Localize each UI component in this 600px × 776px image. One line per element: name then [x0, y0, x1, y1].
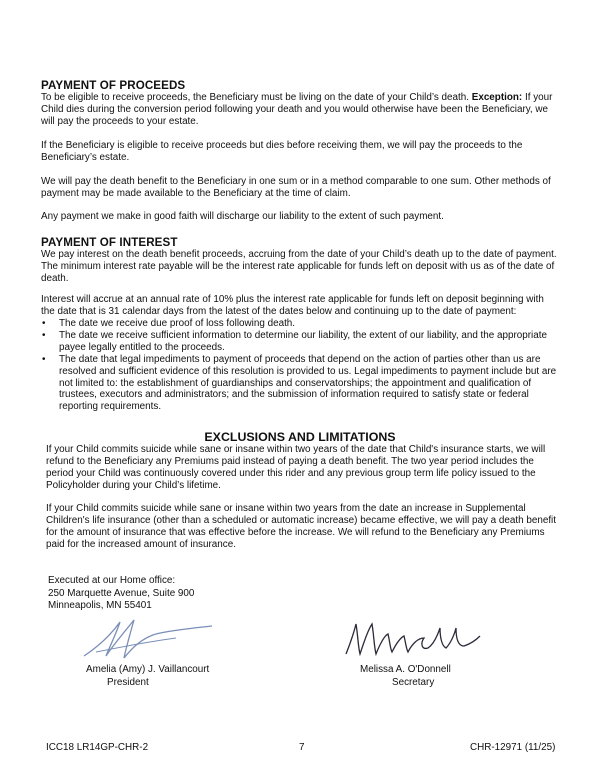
- interest-date-list: [41, 318, 561, 413]
- bullet-icon: •: [42, 318, 46, 329]
- page-number: 7: [299, 742, 305, 753]
- bullet-icon: •: [42, 353, 46, 365]
- interest-paragraph-2: Interest will accrue at an annual rate of 10% plus the interest rate applicable for funds left on deposit beginning with the date that is 31 calendar days from the latest of the dates below and continuing up to the date of payment:: [41, 294, 544, 317]
- list-item: [41, 354, 561, 414]
- list-item: [41, 330, 561, 354]
- interest-paragraph-1: We pay interest on the death benefit proceeds, accruing from the date of your Child’s death up to the date of payment. The minimum interest rate payable will be the interest rate applicable for funds left on deposit with us as of the date of death.: [41, 249, 557, 284]
- president-title: President: [107, 677, 149, 688]
- home-office-label: Executed at our Home office:: [48, 575, 176, 586]
- proceeds-heading: PAYMENT OF PROCEEDS: [41, 79, 186, 92]
- secretary-name: Melissa A. O'Donnell: [360, 664, 451, 675]
- secretary-title: Secretary: [392, 677, 435, 688]
- exclusions-paragraph-1: If your Child commits suicide while sane or insane within two years of the date that Child's insurance starts, we will refund to the Beneficiary any Premiums paid instead of paying a death benefit. The two year period includes the period your Child was continuously covered under this rider and any previous group term life policy issued to the Policyholder during your Child’s lifetime.: [46, 444, 546, 491]
- footer-form-number: ICC18 LR14GP-CHR-2: [46, 742, 149, 753]
- list-item-text: The date we receive due proof of loss following death.: [59, 318, 296, 329]
- list-item: [41, 318, 561, 330]
- proceeds-paragraph-1: [41, 92, 561, 128]
- proceeds-paragraph-2: If the Beneficiary is eligible to receive proceeds but dies before receiving them, we will pay the proceeds to the Beneficiary’s estate.: [41, 140, 523, 163]
- home-office-block: [48, 575, 194, 613]
- list-item-text: The date that legal impediments to payment of proceeds that depend on the action of parties other than us are resolved and sufficient evidence of this resolution is provided to us. Legal impediments to payment include but are not limited to: the establishment of guardianships and conservatorships; the appointment and qualification of trustees, executors and administrators; and the submission of information required to satisfy state or federal reporting requirements.: [59, 353, 557, 413]
- exception-label: Exception:: [471, 92, 523, 103]
- proceeds-p1-rest: If your Child dies during the conversion period following your death and you would otherwise have been the Beneficiary, we will pay the proceeds to your estate.: [41, 92, 553, 127]
- exclusions-heading: EXCLUSIONS AND LIMITATIONS: [204, 430, 396, 444]
- proceeds-p1-text: To be eligible to receive proceeds, the Beneficiary must be living on the date of your Child’s death.: [41, 92, 469, 103]
- president-signature: [76, 608, 216, 664]
- office-street: 250 Marquette Avenue, Suite 900: [48, 587, 195, 599]
- office-city: Minneapolis, MN 55401: [48, 600, 152, 611]
- president-name: Amelia (Amy) J. Vaillancourt: [86, 664, 210, 675]
- proceeds-paragraph-4: Any payment we make in good faith will discharge our liability to the extent of such payment.: [41, 211, 444, 222]
- interest-heading: PAYMENT OF INTEREST: [41, 236, 178, 249]
- footer-form-code: CHR-12971 (11/25): [470, 742, 556, 753]
- list-item-text: The date we receive sufficient information to determine our liability, the extent of our liability, and the appropriate payee legally entitled to the proceeds.: [59, 329, 547, 353]
- secretary-signature: [340, 614, 490, 664]
- exclusions-paragraph-2: If your Child commits suicide while sane or insane within two years from the date an increase in Supplemental Children's life insurance (other than a scheduled or automatic increase) became effective, we will pay a death benefit for the amount of insurance that was effective before the increase. We will refund to the Beneficiary any Premiums paid for the increased amount of insurance.: [46, 503, 556, 550]
- bullet-icon: •: [42, 329, 46, 341]
- proceeds-paragraph-3: We will pay the death benefit to the Beneficiary in one sum or in a method comparable to one sum. Other methods of payment may be made available to the Beneficiary at the time of claim.: [41, 176, 551, 199]
